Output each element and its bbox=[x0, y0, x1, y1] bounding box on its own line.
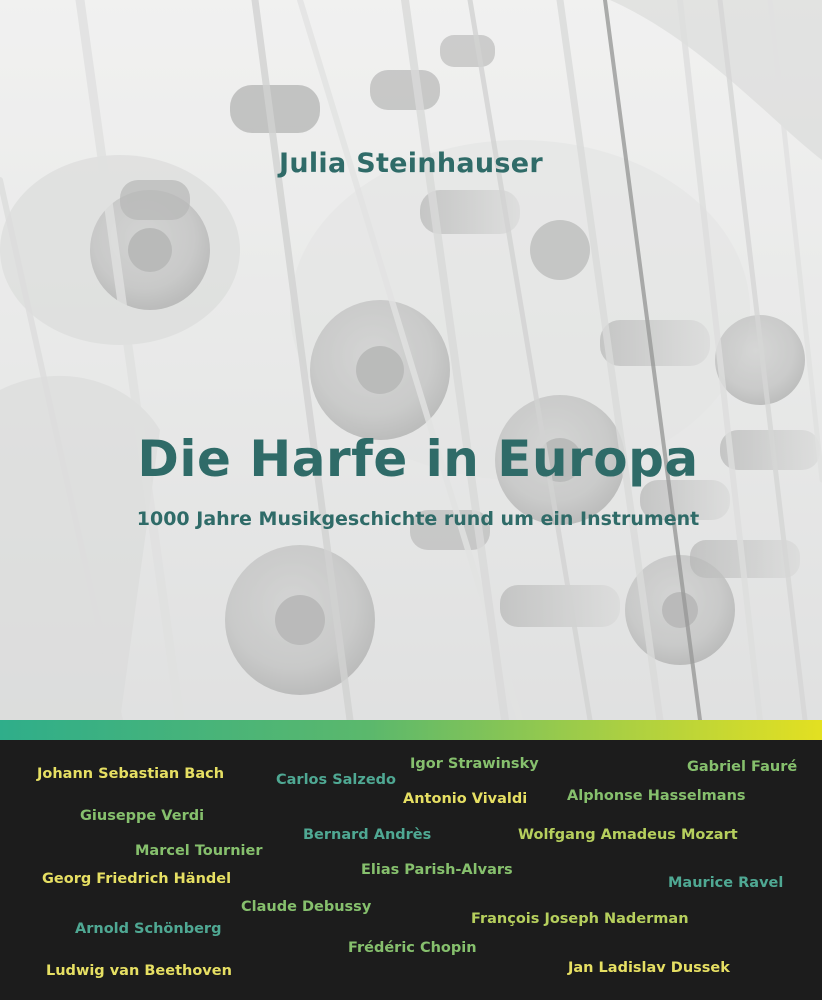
composer-name: Elias Parish-Alvars bbox=[361, 862, 513, 878]
composer-name: Bernard Andrès bbox=[303, 827, 432, 843]
composer-name: Antonio Vivaldi bbox=[403, 791, 528, 807]
composer-name: Igor Strawinsky bbox=[410, 756, 539, 772]
composer-list bbox=[0, 740, 822, 1000]
composer-name: Giuseppe Verdi bbox=[80, 808, 205, 824]
composer-name: Georg Friedrich Händel bbox=[42, 871, 232, 887]
book-subtitle: 1000 Jahre Musikgeschichte rund um ein Instrument bbox=[136, 508, 700, 530]
author-name: Julia Steinhauser bbox=[279, 148, 543, 179]
composer-name: Wolfgang Amadeus Mozart bbox=[518, 827, 738, 843]
book-title: Die Harfe in Europa bbox=[137, 430, 699, 488]
gradient-divider bbox=[0, 720, 822, 740]
composer-name: Ludwig van Beethoven bbox=[46, 963, 232, 979]
composer-name: Carlos Salzedo bbox=[276, 772, 397, 788]
composer-name: François Joseph Naderman bbox=[471, 911, 689, 927]
composer-name: Alphonse Hasselmans bbox=[567, 788, 746, 804]
composer-name: Frédéric Chopin bbox=[348, 940, 477, 956]
composer-name: Arnold Schönberg bbox=[75, 921, 222, 937]
composer-name: Gabriel Fauré bbox=[687, 759, 798, 775]
composer-name: Jan Ladislav Dussek bbox=[568, 960, 730, 976]
composer-name: Marcel Tournier bbox=[135, 843, 263, 859]
composer-name: Maurice Ravel bbox=[668, 875, 784, 891]
composer-name: Claude Debussy bbox=[241, 899, 372, 915]
composer-name: Johann Sebastian Bach bbox=[37, 766, 225, 782]
